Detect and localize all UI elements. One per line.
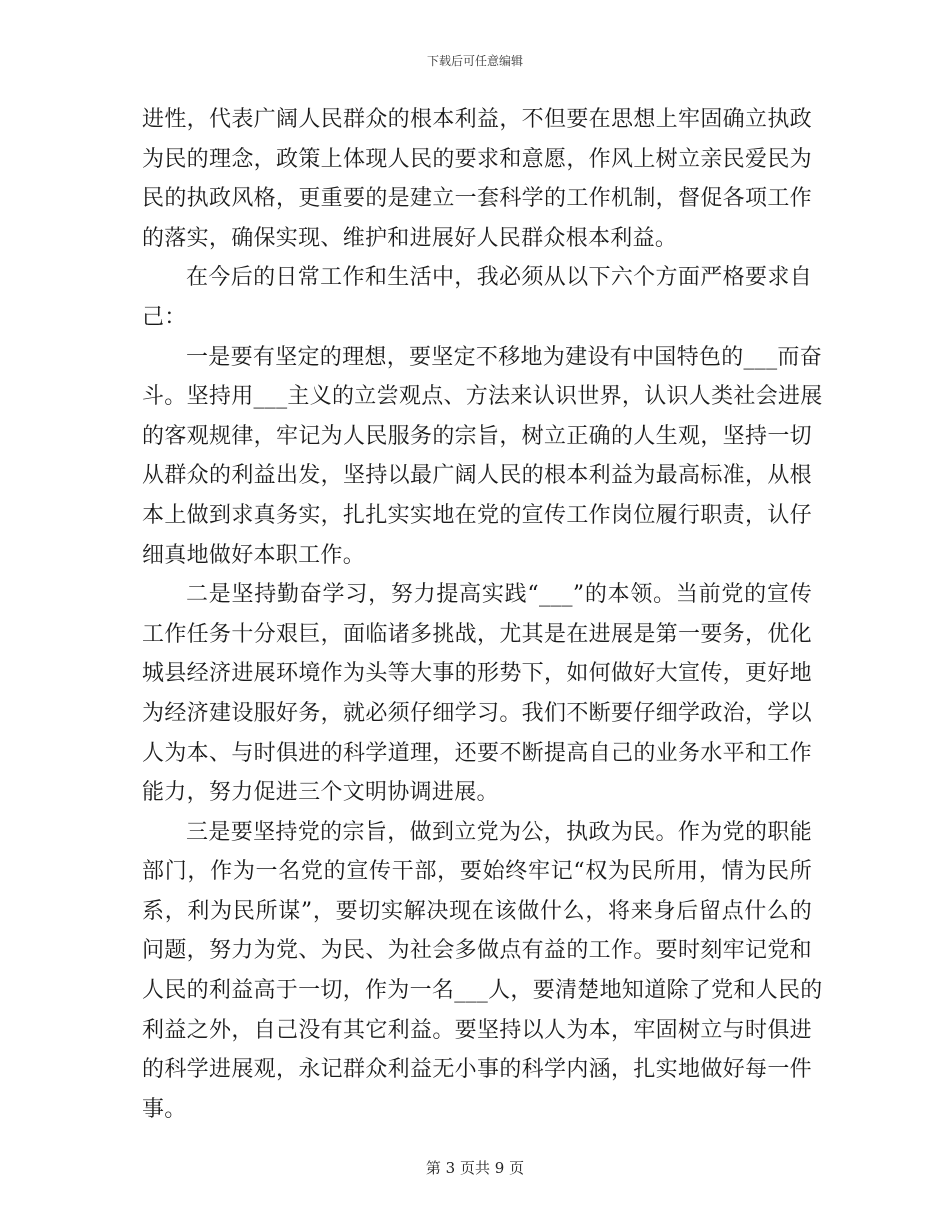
text-line: 问题，努力为党、为民、为社会多做点有益的工作。要时刻牢记党和 — [142, 938, 812, 964]
text-line: 事。 — [142, 1096, 187, 1122]
text-line: 己： — [142, 304, 187, 330]
text-line: 二是坚持勤奋学习，努力提高实践“___”的本领。当前党的宣传 — [186, 582, 812, 608]
text-line: 的落实，确保实现、维护和进展好人民群众根本利益。 — [142, 225, 678, 251]
paragraph — [142, 258, 812, 337]
paragraph — [142, 575, 812, 813]
text-line: 人民的利益高于一切，作为一名___人，要清楚地知道除了党和人民的 — [142, 978, 823, 1004]
paragraph — [142, 813, 823, 1130]
text-line: 能力，努力促进三个文明协调进展。 — [142, 780, 499, 806]
text-line: 为民的理念，政策上体现人民的要求和意愿，作风上树立亲民爱民为 — [142, 146, 812, 172]
text-line: 系，利为民所谋”，要切实解决现在该做什么，将来身后留点什么的 — [142, 898, 812, 924]
text-line: 进性，代表广阔人民群众的根本利益，不但要在思想上牢固确立执政 — [142, 107, 812, 132]
text-line: 三是要坚持党的宗旨，做到立党为公，执政为民。作为党的职能 — [186, 819, 812, 845]
text-line: 一是要有坚定的理想，要坚定不移地为建设有中国特色的___而奋 — [186, 344, 823, 370]
page-number: 第 3 页共 9 页 — [425, 1159, 525, 1177]
paragraph — [142, 100, 812, 258]
paragraph — [142, 338, 823, 576]
text-line: 本上做到求真务实，扎扎实实地在党的宣传工作岗位履行职责，认仔 — [142, 502, 812, 528]
text-line: 部门，作为一名党的宣传干部，要始终牢记“权为民所用，情为民所 — [142, 859, 812, 885]
text-line: 的客观规律，牢记为人民服务的宗旨，树立正确的人生观，坚持一切 — [142, 423, 812, 449]
text-line: 工作任务十分艰巨，面临诸多挑战，尤其是在进展是第一要务，优化 — [142, 621, 812, 647]
text-line: 的科学进展观，永记群众利益无小事的科学内涵，扎实地做好每一件 — [142, 1057, 812, 1083]
text-line: 在今后的日常工作和生活中，我必须从以下六个方面严格要求自 — [186, 265, 812, 291]
text-line: 城县经济进展环境作为头等大事的形势下，如何做好大宣传，更好地 — [142, 661, 812, 687]
text-line: 细真地做好本职工作。 — [142, 542, 366, 568]
text-line: 从群众的利益出发，坚持以最广阔人民的根本利益为最高标准，从根 — [142, 463, 812, 489]
text-line: 民的执政风格，更重要的是建立一套科学的工作机制，督促各项工作 — [142, 186, 812, 212]
page-header: 下载后可任意编辑 — [426, 54, 523, 68]
text-line: 为经济建设服好务，就必须仔细学习。我们不断要仔细学政治，学以 — [142, 700, 812, 726]
text-line: 利益之外，自己没有其它利益。要坚持以人为本，牢固树立与时俱进 — [142, 1017, 812, 1043]
text-line: 人为本、与时俱进的科学道理，还要不断提高自己的业务水平和工作 — [142, 740, 812, 766]
document-body — [142, 100, 823, 1129]
text-line: 斗。坚持用___主义的立尝观点、方法来认识世界，认识人类社会进展 — [142, 384, 823, 410]
